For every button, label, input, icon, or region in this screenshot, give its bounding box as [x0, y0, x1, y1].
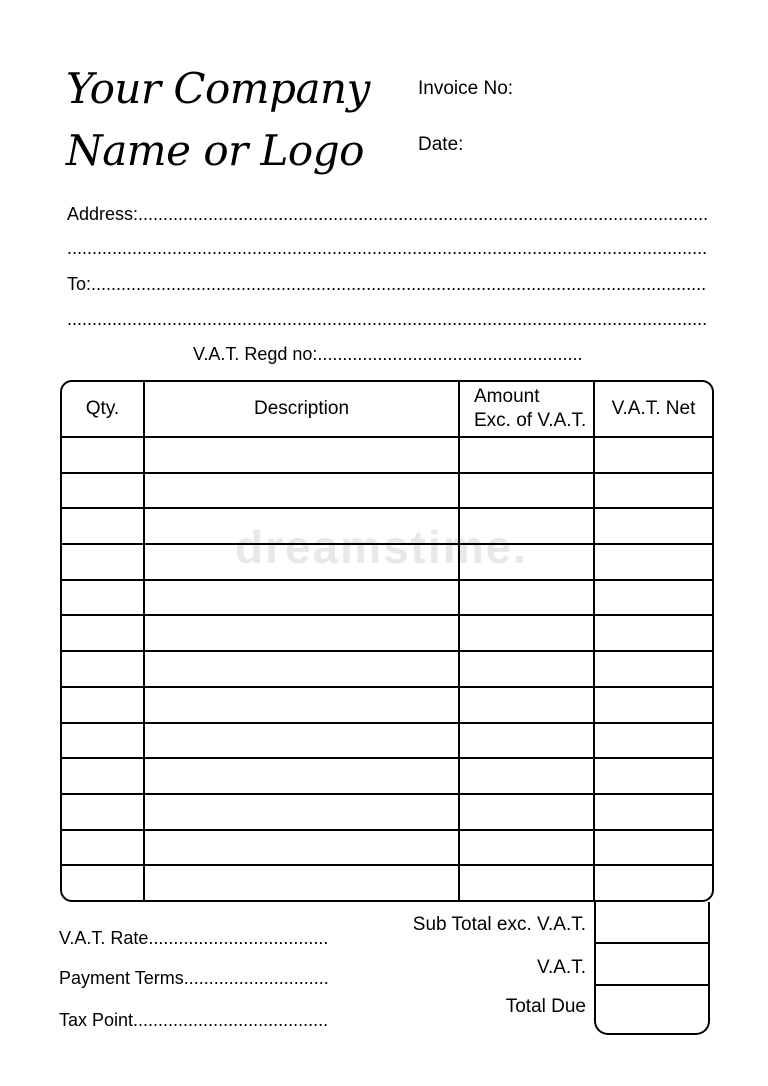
- amount-cell[interactable]: [460, 509, 595, 545]
- vat-total-label: V.A.T.: [537, 957, 586, 978]
- vat-net-cell[interactable]: [595, 688, 712, 724]
- column-qty: Qty.: [62, 382, 145, 438]
- vat-net-cell[interactable]: [595, 795, 712, 831]
- table-row: [62, 724, 712, 760]
- payment-terms-label: Payment Terms: [59, 968, 184, 988]
- vat-net-cell[interactable]: [595, 866, 712, 900]
- qty-cell[interactable]: [62, 688, 145, 724]
- table-row: [62, 616, 712, 652]
- description-cell[interactable]: [145, 616, 460, 652]
- watermark: dreamstime.: [235, 521, 529, 573]
- qty-cell[interactable]: [62, 509, 145, 545]
- to-label: To:: [67, 274, 92, 294]
- address-line-2[interactable]: [67, 238, 707, 259]
- amount-cell[interactable]: [460, 759, 595, 795]
- qty-cell[interactable]: [62, 545, 145, 581]
- items-table: [60, 380, 714, 902]
- table-row: [62, 438, 712, 474]
- table-row: [62, 688, 712, 724]
- description-cell[interactable]: [145, 724, 460, 760]
- table-row: [62, 866, 712, 900]
- amount-cell[interactable]: [460, 438, 595, 474]
- vat-rate-line[interactable]: [59, 928, 329, 949]
- column-amount-line-1: Amount: [474, 386, 540, 407]
- description-cell[interactable]: [145, 866, 460, 900]
- vat-regd-label: V.A.T. Regd no:: [193, 344, 318, 364]
- description-cell[interactable]: [145, 759, 460, 795]
- vat-net-cell[interactable]: [595, 759, 712, 795]
- total-due-cell[interactable]: [596, 986, 708, 1026]
- amount-cell[interactable]: [460, 795, 595, 831]
- vat-net-cell[interactable]: [595, 724, 712, 760]
- item-rows: [62, 438, 712, 900]
- table-row: [62, 581, 712, 617]
- column-amount-line-2: Exc. of V.A.T.: [474, 410, 587, 431]
- vat-net-cell[interactable]: [595, 831, 712, 867]
- amount-cell[interactable]: [460, 474, 595, 510]
- table-row: [62, 474, 712, 510]
- qty-cell[interactable]: [62, 866, 145, 900]
- description-cell[interactable]: [145, 545, 460, 581]
- amount-cell[interactable]: [460, 581, 595, 617]
- description-cell[interactable]: [145, 652, 460, 688]
- column-vat-net: V.A.T. Net: [595, 382, 712, 438]
- invoice-no-label: Invoice No:: [418, 78, 514, 99]
- amount-cell[interactable]: [460, 616, 595, 652]
- tax-point-line[interactable]: [59, 1010, 329, 1031]
- table-row: [62, 509, 712, 545]
- qty-cell[interactable]: [62, 438, 145, 474]
- vat-net-cell[interactable]: [595, 438, 712, 474]
- column-amount: [460, 382, 595, 438]
- qty-cell[interactable]: [62, 831, 145, 867]
- description-cell[interactable]: [145, 581, 460, 617]
- vat-net-cell[interactable]: [595, 581, 712, 617]
- qty-cell[interactable]: [62, 759, 145, 795]
- table-row: [62, 545, 712, 581]
- qty-cell[interactable]: [62, 616, 145, 652]
- description-cell[interactable]: [145, 831, 460, 867]
- table-header-row: [62, 382, 712, 438]
- vat-net-cell[interactable]: [595, 616, 712, 652]
- description-cell[interactable]: [145, 688, 460, 724]
- table-row: [62, 795, 712, 831]
- payment-terms-line[interactable]: [59, 968, 329, 989]
- qty-cell[interactable]: [62, 652, 145, 688]
- address-line[interactable]: [67, 204, 707, 225]
- totals-box: [594, 902, 710, 1035]
- qty-cell[interactable]: [62, 795, 145, 831]
- subtotal-cell[interactable]: [596, 902, 708, 944]
- total-due-label: Total Due: [505, 996, 586, 1017]
- qty-cell[interactable]: [62, 581, 145, 617]
- subtotal-label: Sub Total exc. V.A.T.: [412, 914, 586, 935]
- vat-regd-line[interactable]: [193, 344, 583, 365]
- qty-cell[interactable]: [62, 724, 145, 760]
- amount-cell[interactable]: [460, 652, 595, 688]
- description-cell[interactable]: [145, 474, 460, 510]
- amount-cell[interactable]: [460, 724, 595, 760]
- to-line-2[interactable]: [67, 309, 707, 330]
- amount-cell[interactable]: [460, 688, 595, 724]
- tax-point-label: Tax Point: [59, 1010, 134, 1030]
- amount-cell[interactable]: [460, 866, 595, 900]
- table-row: [62, 759, 712, 795]
- description-cell[interactable]: [145, 795, 460, 831]
- description-cell[interactable]: [145, 438, 460, 474]
- address-label: Address:: [67, 204, 139, 224]
- company-line-1: Your Company: [66, 64, 370, 113]
- vat-net-cell[interactable]: [595, 509, 712, 545]
- table-row: [62, 652, 712, 688]
- date-label: Date:: [418, 134, 464, 155]
- vat-rate-label: V.A.T. Rate: [59, 928, 149, 948]
- to-line[interactable]: [67, 274, 707, 295]
- vat-net-cell[interactable]: [595, 652, 712, 688]
- description-cell[interactable]: [145, 509, 460, 545]
- column-description: Description: [145, 382, 460, 438]
- vat-net-cell[interactable]: [595, 474, 712, 510]
- vat-cell[interactable]: [596, 944, 708, 986]
- amount-cell[interactable]: [460, 831, 595, 867]
- amount-cell[interactable]: [460, 545, 595, 581]
- company-name-logo: [66, 58, 386, 182]
- qty-cell[interactable]: [62, 474, 145, 510]
- vat-net-cell[interactable]: [595, 545, 712, 581]
- table-row: [62, 831, 712, 867]
- company-line-2: Name or Logo: [66, 126, 364, 175]
